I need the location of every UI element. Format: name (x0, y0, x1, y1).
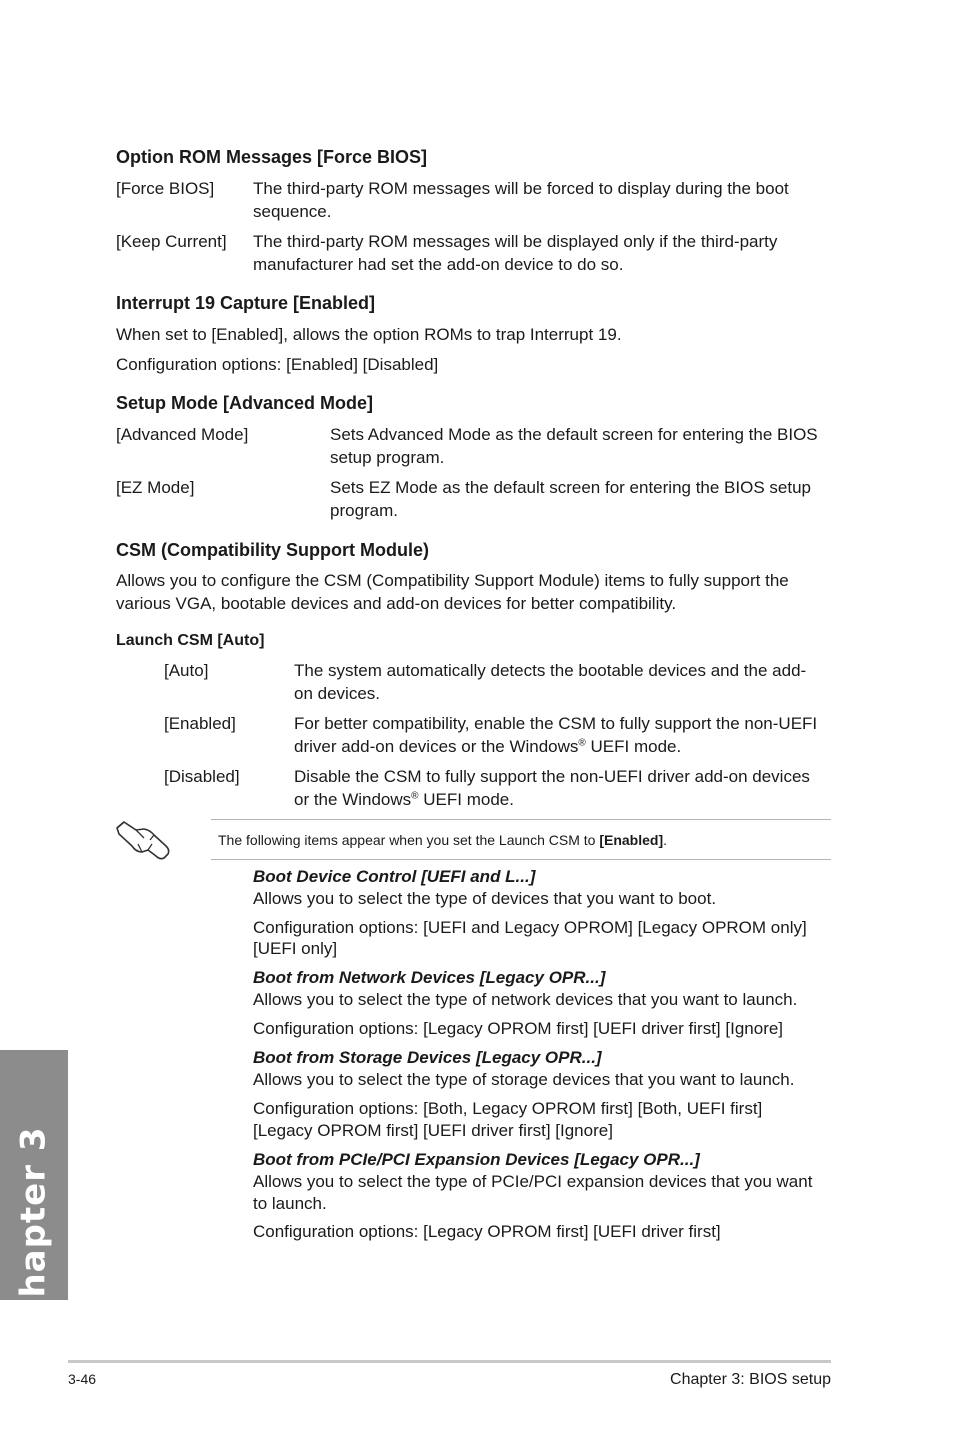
option-desc: sequence. (253, 202, 332, 221)
hand-note-icon (114, 816, 174, 862)
registered-mark: ® (578, 737, 586, 749)
section-heading-interrupt19: Interrupt 19 Capture [Enabled] (116, 293, 376, 313)
option-desc: Sets EZ Mode as the default screen for entering the BIOS setup (330, 478, 811, 497)
option-desc: Sets Advanced Mode as the default screen for entering the BIOS (330, 425, 818, 444)
config-options: [UEFI only] (253, 939, 338, 958)
item-heading: Boot from Network Devices [Legacy OPR...] (253, 968, 606, 987)
item-heading: Boot Device Control [UEFI and L...] (253, 867, 536, 886)
option-desc (294, 735, 681, 758)
option-term: [Auto] (164, 661, 209, 680)
chapter-side-tab (0, 1050, 68, 1324)
config-options: Configuration options: [Enabled] [Disabled] (116, 355, 439, 374)
registered-mark: ® (411, 790, 419, 802)
subsection-heading-launch-csm: Launch CSM [Auto] (116, 632, 265, 649)
item-text: Allows you to select the type of storage devices that you want to launch. (253, 1070, 795, 1089)
page-number: 3-46 (68, 1371, 97, 1387)
paragraph: Allows you to configure the CSM (Compatibility Support Module) items to fully support the (116, 571, 789, 590)
note-bold: [Enabled] (599, 832, 664, 848)
item-text: Allows you to select the type of devices that you want to boot. (253, 889, 717, 908)
config-options: Configuration options: [UEFI and Legacy OPROM] [Legacy OPROM only] (253, 918, 807, 937)
note-bottom-rule (211, 859, 831, 860)
note-top-rule (211, 819, 831, 820)
section-heading-option-rom: Option ROM Messages [Force BIOS] (116, 147, 428, 167)
config-options: Configuration options: [Both, Legacy OPROM first] [Both, UEFI first] (253, 1099, 763, 1118)
config-options: Configuration options: [Legacy OPROM first] [UEFI driver first] (253, 1222, 721, 1241)
option-term: [Keep Current] (116, 232, 227, 251)
option-desc-part: UEFI mode. (418, 790, 514, 809)
option-desc-part: or the Windows (294, 790, 412, 809)
item-text: Allows you to select the type of PCIe/PCI expansion devices that you want (253, 1172, 813, 1191)
item-heading: Boot from PCIe/PCI Expansion Devices [Legacy OPR...] (253, 1150, 700, 1169)
option-desc: The system automatically detects the bootable devices and the add- (294, 661, 807, 680)
option-desc: on devices. (294, 684, 380, 703)
config-options: Configuration options: [Legacy OPROM first] [UEFI driver first] [Ignore] (253, 1019, 784, 1038)
item-text: to launch. (253, 1194, 327, 1213)
option-term: [Force BIOS] (116, 179, 215, 198)
option-term: [Advanced Mode] (116, 425, 249, 444)
section-heading-setup-mode: Setup Mode [Advanced Mode] (116, 393, 374, 413)
option-desc: setup program. (330, 448, 445, 467)
option-desc: The third-party ROM messages will be forced to display during the boot (253, 179, 789, 198)
option-term: [Enabled] (164, 714, 236, 733)
item-heading: Boot from Storage Devices [Legacy OPR...] (253, 1048, 602, 1067)
option-desc-part: UEFI mode. (585, 737, 682, 756)
option-desc: manufacturer had set the add-on device to do so. (253, 255, 624, 274)
option-desc: The third-party ROM messages will be displayed only if the third-party (253, 232, 778, 251)
paragraph: When set to [Enabled], allows the option ROMs to trap Interrupt 19. (116, 325, 622, 344)
chapter-tab-label: Chapter 3 (13, 1126, 54, 1324)
note-text (218, 829, 667, 852)
option-desc: Disable the CSM to fully support the non-UEFI driver add-on devices (294, 767, 810, 786)
option-desc (294, 788, 514, 811)
paragraph: various VGA, bootable devices and add-on devices for better compatibility. (116, 594, 677, 613)
option-desc: For better compatibility, enable the CSM to fully support the non-UEFI (294, 714, 818, 733)
option-term: [EZ Mode] (116, 478, 195, 497)
footer-chapter-title: Chapter 3: BIOS setup (670, 1371, 831, 1388)
section-heading-csm: CSM (Compatibility Support Module) (116, 540, 429, 560)
option-term: [Disabled] (164, 767, 240, 786)
item-text: Allows you to select the type of network devices that you want to launch. (253, 990, 798, 1009)
note-text-part: The following items appear when you set the Launch CSM to (218, 832, 600, 848)
option-desc-part: driver add-on devices or the Windows (294, 737, 579, 756)
note-text-part: . (663, 832, 667, 848)
option-desc: program. (330, 501, 399, 520)
config-options: [Legacy OPROM first] [UEFI driver first] [Ignore] (253, 1121, 613, 1140)
footer-rule (68, 1360, 831, 1363)
